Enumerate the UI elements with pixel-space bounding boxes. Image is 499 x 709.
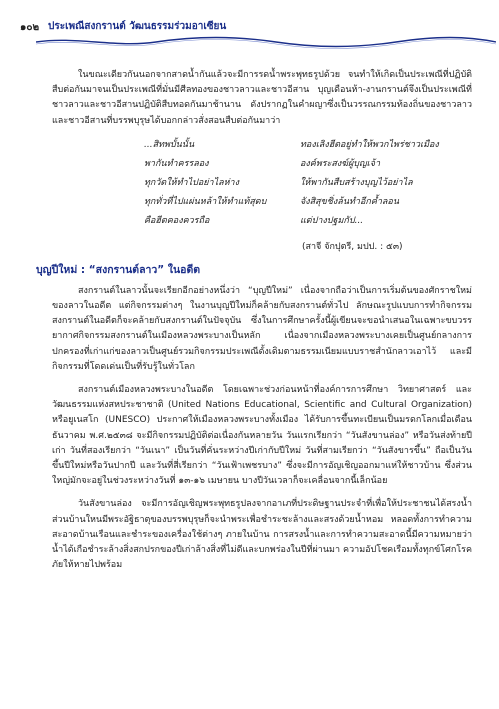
body-content <box>36 68 472 581</box>
quote-line: จังสิสุขชิ่งล้นทำอีกค้ำลอน <box>300 196 399 207</box>
quote-line: ทุกวัดให้ทำไปอย่าไลห่าง <box>144 177 239 188</box>
folk-verse-quote <box>52 137 472 255</box>
quote-line: แต่ปางปฐมกัป... <box>300 215 364 226</box>
section-heading: บุญปีใหม่ : “สงกรานต์ลาว” ในอดีต <box>36 263 201 276</box>
page-header <box>14 14 485 40</box>
quote-line: ทุกทั่วที่ไปแผ่นหล้าให้ทำแท้สุดบ <box>144 196 267 207</box>
running-header-title: ประเพณีสงกรานต์ วัฒนธรรมร่วมอาเซียน <box>48 21 227 32</box>
quote-line: พากันทำครรลอง <box>144 158 209 169</box>
quote-citation: (สาจี จักปุตรี, มปป. : ๕๓) <box>302 241 403 252</box>
quote-line: คือฮีตคองควรถือ <box>144 215 210 226</box>
page-number: ๑๐๒ <box>20 22 40 33</box>
quote-line: ให้พากันสืบสร้างบุญไว้อย่าไล <box>300 177 413 188</box>
decorative-wave-rule <box>36 34 496 50</box>
intro-paragraph: ในขณะเดียวกันนอกจากสาดน้ำกันแล้วจะมีการรดน้ำพระพุทธรูปด้วย จนทำให้เกิดเป็นประเพณีที่ปฏิบัติสืบต่อกันมาจนเป็นประเพณีที่มั่นมีศีลทองของชาวลาวและชาวอีสาน บุญเดือนห้า-งานกรานต์จึงเป็นประเพณีที่ชาวลาวและชาวอีสานปฏิบัติสืบทอดกันมาช้านาน ดังปรากฏในคำผญาซึ่งเป็นวรรณกรรมท้องถิ่นของชาวลาวและชาวอีสานที่บรรพบุรุษได้บอกกล่าวสั่งสอนสืบต่อกันมาว่า <box>52 70 472 126</box>
quote-line: ...สิทพบั้นนั้น <box>144 139 195 150</box>
section-paragraph-3: วันสังขานล่อง จะมีการอัญเชิญพระพุทธรูปลงจากอาเภที่ประดิษฐานประจำที่เพื่อให้ประชาชนได้สรงน้ำ ส่วนบ้านใหนมีพระอัฐิธาตุของบรรพบุรุษก็จะนำพระเพื่อชำระชะล้างและสรงด้วยน้ำหอม หลอดทั้งการทำความสะอาดบ้านเรือนและชำระของเครื่องใช้ต่างๆ ภายในบ้าน การสรงน้ำและการทำความสะอาดนี้มีความหมายว่า น้ำได้เกือชำระล้างสิ่งสกปรกของปีเก่าล้างสิ่งที่ไม่ดีและบกพร่องในปีที่ผ่านมา ความอัปโชคเรือมทั้งทุกข์โศกโรคภัยให้หายไปพร้อม <box>52 499 472 571</box>
quote-line: ทองเลิงฮีดอยู่ทำให้พวกไพร่ชาวเมือง <box>300 139 439 150</box>
section-paragraph-2: สงกรานต์เมืองหลวงพระบางในอดีต โดยเฉพาะช่วงก่อนหน้าที่องค์การการศึกษา วิทยาศาสตร์ และวัฒนธรรมแห่งสหประชาชาติ (United Nations Educational, Scientific and Cultural Organization) หรือยูเนสโก (UNESCO) ประกาศให้เมืองหลวงพระบางทั้งเมือง ได้รับการขึ้นทะเบียนเป็นมรดกโลกเมื่อเดือนธันวาคม พ.ศ.๒๕๓๘ จะมีกิจกรรมปฏิบัติต่อเนื่องกันหลายวัน วันแรกเรียกว่า “วันสังขานล่อง” หรือวันส่งท้ายปีเก่า วันที่สองเรียกว่า “วันเนา” เป็นวันที่คั่นระหว่างปีเก่ากับปีใหม่ วันที่สามเรียกว่า “วันสังขารขึ้น” ถือเป็นวันขึ้นปีใหม่หรือวันปากปี และวันที่สี่เรียกว่า “วันเฟ้าเพชรบาง” ซึ่งจะมีการอัญเชิญออกมาแห่ให้ชาวบ้าน ซึ่งส่วนใหญ่มักจะอยู่ในช่วงระหว่างวันที่ ๑๓-๑๖ เมษายน บางปีวันเวลาก็จะเคลื่อนจากนี้เล็กน้อย <box>52 385 472 487</box>
section-paragraph-1: สงกรานต์ในลาวนั้นจะเรียกอีกอย่างหนึ่งว่า “บุญปีใหม่” เนื่องจากถือว่าเป็นการเริ่มต้นของศักราชใหม่ของลาวในอดีต แต่กิจกรรมต่างๆ ในงานบุญปีใหม่ก็คล้ายกับสงกรานต์ทั่วไป ลักษณะรูปแบบการทำกิจกรรมสงกรานต์ในอดีตก็จะคล้ายกับสงกรานต์ในปัจจุบัน ซึ่งในการศึกษาครั้งนี้ผู้เขียนจะขอนำเสนอในเฉพาะขบวรรยากาศกิจกรรมสงกรานต์ในเมืองหลวงพระบางเป็นหลัก เนื่องจากเมืองหลวงพระบางเคยเป็นศูนย์กลางการปกครองที่เก่าแก่ของลาวเป็นศูนย์รวมกิจกรรมประเพณีดั้งเดิมตามธรรมเนียมแบบราชสำนักลาวเอาไว้ และมีกิจกรรมที่โดดเด่นเป็นที่รับรู้ในทั่วโลก <box>52 285 472 372</box>
quote-line: องค์พระสงฆ์ผู้บุญเจ้า <box>300 158 381 169</box>
